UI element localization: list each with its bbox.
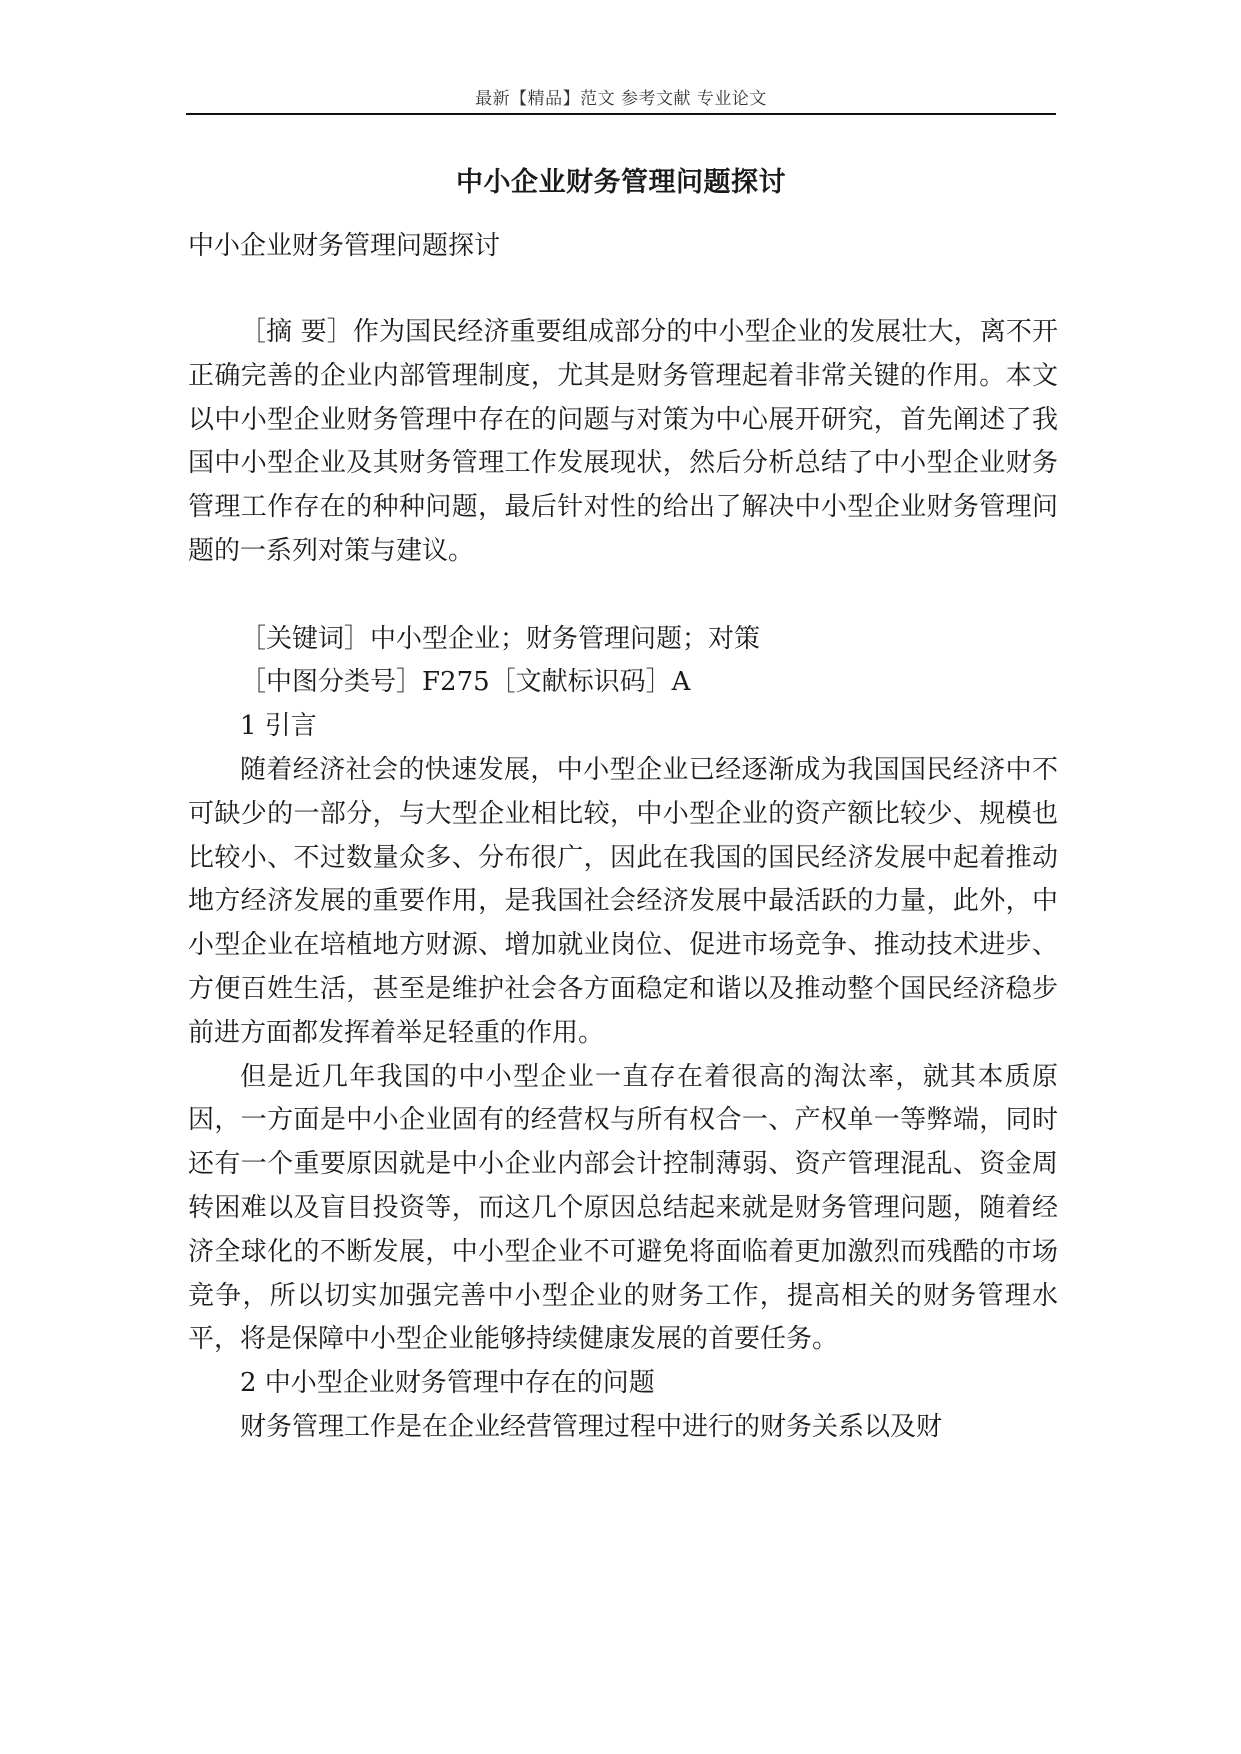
section-heading-introduction: 1 引言 [240, 711, 317, 742]
keywords-line: ［关键词］中小型企业；财务管理问题；对策 [240, 623, 761, 654]
page-header: 最新【精品】范文 参考文献 专业论文 [475, 89, 767, 109]
document-subtitle: 中小企业财务管理问题探讨 [188, 231, 501, 261]
document-title: 中小企业财务管理问题探讨 [456, 167, 786, 198]
section-heading-problems: 2 中小型企业财务管理中存在的问题 [240, 1368, 655, 1399]
header-divider [186, 113, 1056, 115]
paragraph-gap [188, 574, 1058, 618]
abstract-paragraph: ［摘 要］作为国民经济重要组成部分的中小型企业的发展壮大，离不开正确完善的企业内部管理制度，尤其是财务管理起着非常关键的作用。本文以中小型企业财务管理中存在的问题与对策为中心展开研究，首先阐述了我国中小型企业及其财务管理工作发展现状，然后分析总结了中小型企业财务管理工作存在的种种问题，最后针对性的给出了解决中小型企业财务管理问题的一系列对策与建议。 [188, 317, 1058, 566]
classification-line: ［中图分类号］F275［文献标识码］A [240, 667, 691, 698]
body-paragraph: 财务管理工作是在企业经营管理过程中进行的财务关系以及财 [240, 1411, 943, 1442]
document-body [188, 311, 1058, 1450]
body-paragraph: 随着经济社会的快速发展，中小型企业已经逐渐成为我国国民经济中不可缺少的一部分，与大型企业相比较，中小型企业的资产额比较少、规模也比较小、不过数量众多、分布很广，因此在我国的国民经济发展中起着推动地方经济发展的重要作用，是我国社会经济发展中最活跃的力量，此外，中小型企业在培植地方财源、增加就业岗位、促进市场竞争、推动技术进步、方便百姓生活，甚至是维护社会各方面稳定和谐以及推动整个国民经济稳步前进方面都发挥着举足轻重的作用。 [188, 754, 1058, 1048]
body-paragraph: 但是近几年我国的中小型企业一直存在着很高的淘汰率，就其本质原因，一方面是中小企业固有的经营权与所有权合一、产权单一等弊端，同时还有一个重要原因就是中小企业内部会计控制薄弱、资产管理混乱、资金周转困难以及盲目投资等，而这几个原因总结起来就是财务管理问题，随着经济全球化的不断发展，中小型企业不可避免将面临着更加激烈而残酷的市场竞争，所以切实加强完善中小型企业的财务工作，提高相关的财务管理水平，将是保障中小型企业能够持续健康发展的首要任务。 [188, 1061, 1058, 1355]
